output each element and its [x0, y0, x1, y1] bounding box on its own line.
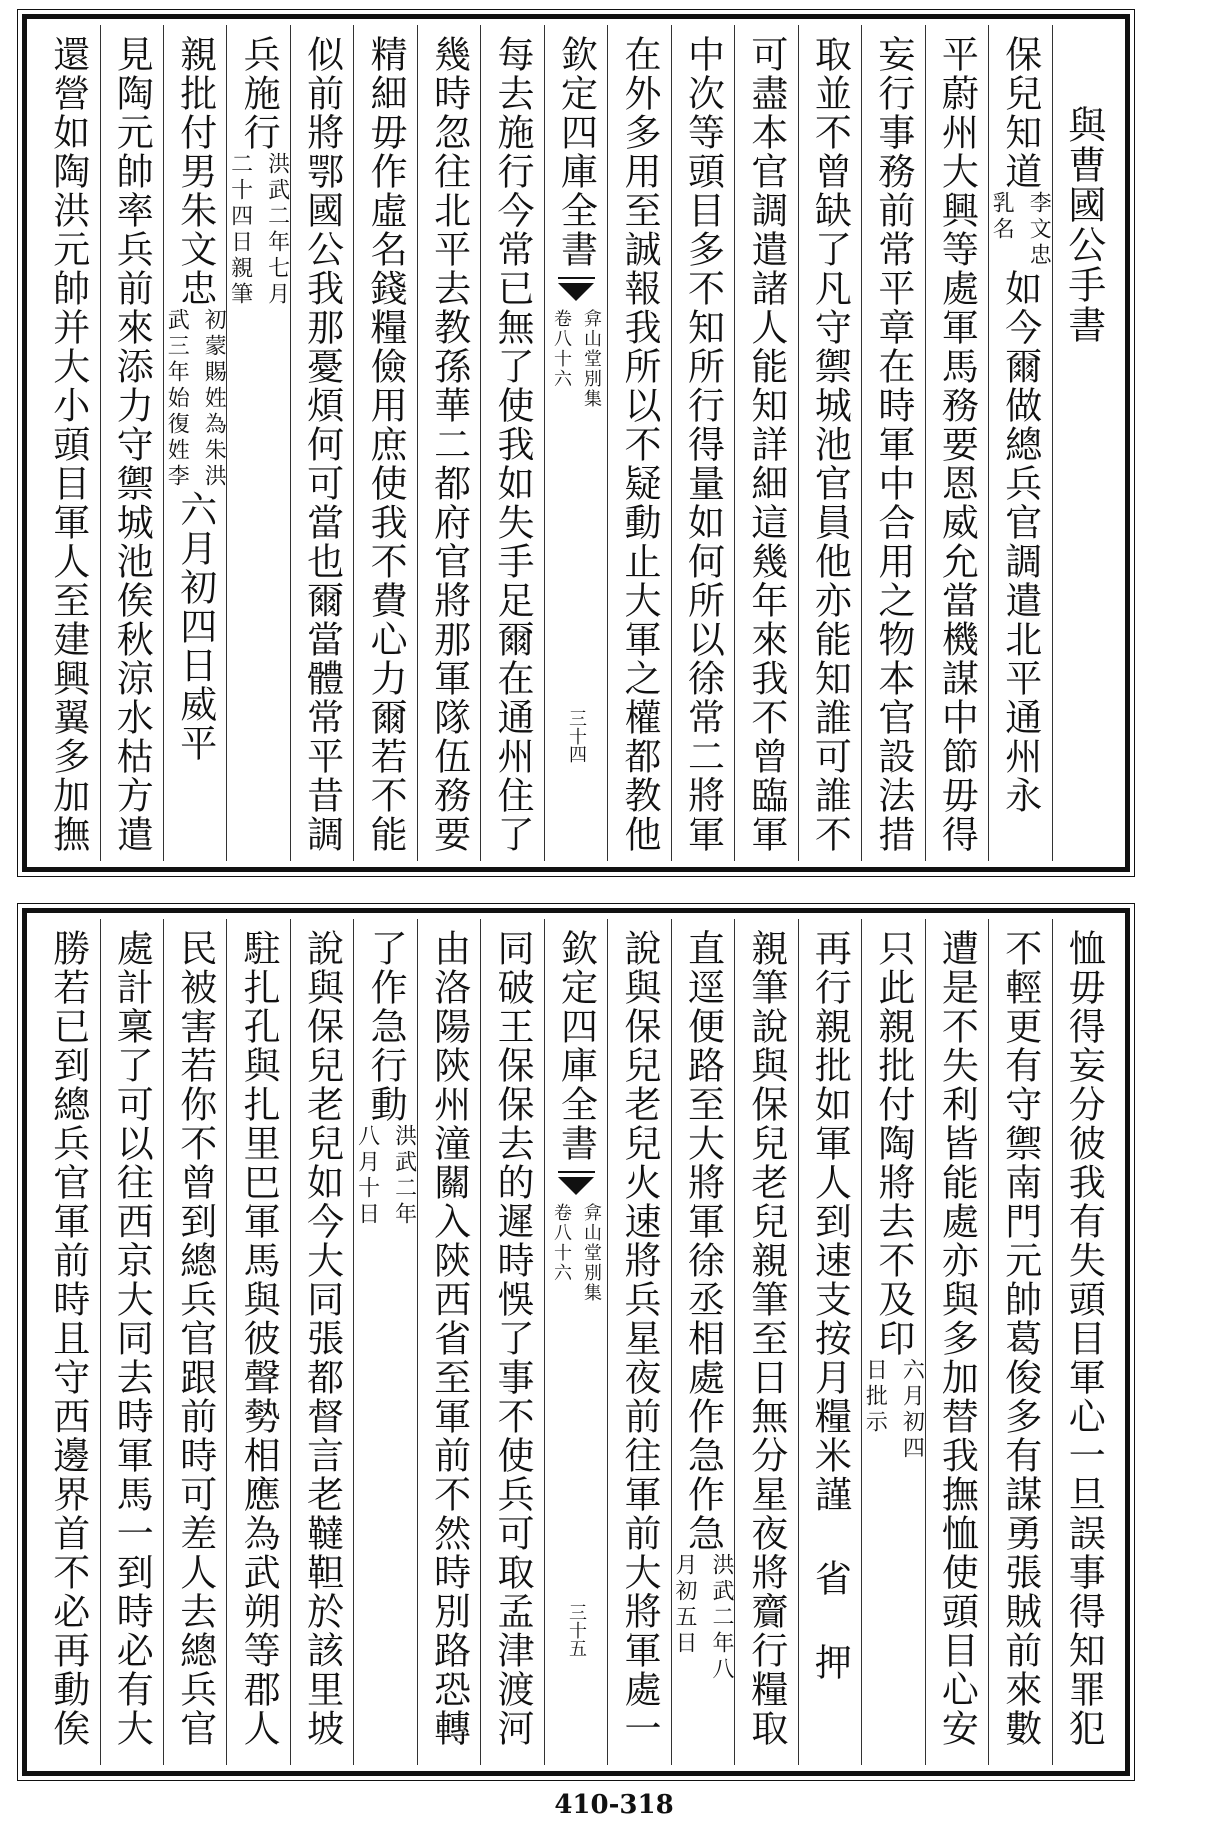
column-text: 不輕更有守禦南門元帥葛俊多有謀勇張賊前來數	[998, 929, 1042, 1748]
text-column	[1052, 919, 1115, 1765]
volume-number: 卷八十六	[551, 1203, 573, 1283]
annotation-right: 初蒙賜姓為朱洪	[201, 308, 227, 490]
column-text: 平蔚州大興等處軍馬務要恩威允當機謀中節毋得	[935, 35, 979, 854]
text-column	[353, 919, 416, 1765]
column-text: 只此親批付陶將去不及印	[871, 929, 915, 1358]
interlinear-annotation	[163, 308, 226, 490]
center-banner	[548, 35, 604, 861]
text-column	[417, 25, 480, 861]
column-with-annotation	[353, 929, 416, 1765]
annotation-right: 六月初四	[899, 1358, 925, 1462]
column-text: 了作急行動	[364, 929, 408, 1124]
text-column	[353, 25, 416, 861]
text-column	[417, 919, 480, 1765]
annotation-right: 洪武二年八	[708, 1553, 734, 1683]
column-text: 親批付男朱文忠	[173, 35, 217, 308]
top-columns	[37, 25, 1115, 861]
column-text: 在外多用至誠報我所以不疑動止大軍之權都教他	[617, 35, 661, 854]
column-with-annotation	[671, 929, 734, 1765]
collection-title: 欽定四庫全書	[558, 35, 595, 279]
banner-subtitle	[548, 309, 604, 409]
column-text: 兵施行	[237, 35, 281, 152]
text-column	[100, 919, 163, 1765]
page-number: 410-318	[554, 1790, 674, 1820]
text-column	[480, 25, 543, 861]
text-column	[544, 919, 607, 1765]
column-text: 說與保兒老兒如今大同張都督言老韃靼於該里坡	[300, 929, 344, 1748]
text-column	[925, 919, 988, 1765]
text-column	[480, 919, 543, 1765]
text-column	[988, 919, 1051, 1765]
annotation-right: 洪武二年	[391, 1124, 417, 1228]
column-text: 似前將鄂國公我那憂煩何可當也爾當體常平昔調	[300, 35, 344, 854]
text-column	[290, 25, 353, 861]
volume-number: 卷八十六	[551, 309, 573, 389]
text-column	[37, 919, 99, 1765]
column-text: 處計稟了可以往西京大同去時軍馬一到時必有大	[110, 929, 154, 1748]
column-with-annotation	[861, 929, 924, 1765]
column-text: 遭是不失利皆能處亦與多加替我撫恤使頭目心安	[935, 929, 979, 1748]
column-with-annotation	[988, 35, 1051, 861]
text-column	[925, 25, 988, 861]
text-column	[671, 25, 734, 861]
bottom-columns	[37, 919, 1115, 1765]
column-text: 由洛陽陝州潼關入陝西省至軍前不然時別路恐轉	[427, 929, 471, 1748]
column-with-annotation	[163, 35, 226, 861]
annotation-left: 八月十日	[354, 1124, 380, 1228]
text-column	[544, 25, 607, 861]
interlinear-annotation	[353, 1124, 416, 1228]
column-text: 親筆說與保兒老兒親筆至日無分星夜將齎行糧取	[744, 929, 788, 1748]
column-text: 取並不曾缺了凡守禦城池官員他亦能知誰可誰不	[808, 35, 852, 854]
column-text: 恤毋得妄分彼我有失頭目軍心一旦誤事得知罪犯	[1062, 929, 1106, 1748]
text-column	[607, 919, 670, 1765]
banner-subtitle	[548, 1203, 604, 1303]
column-text: 保兒知道	[998, 35, 1042, 191]
annotation-left: 月初五日	[671, 1553, 697, 1657]
column-text-continued: 六月初四日威平	[173, 490, 217, 763]
top-page	[22, 14, 1130, 872]
text-column	[988, 25, 1051, 861]
text-column	[671, 919, 734, 1765]
interlinear-annotation	[988, 191, 1051, 269]
text-column	[37, 25, 99, 861]
annotation-left: 乳名	[989, 191, 1015, 243]
center-banner	[548, 929, 604, 1765]
text-column	[734, 919, 797, 1765]
fishtail-mark	[558, 283, 594, 301]
text-column	[100, 25, 163, 861]
text-column	[861, 919, 924, 1765]
text-column	[163, 25, 226, 861]
column-text: 幾時忽往北平去教孫華二都府官將那軍隊伍務要	[427, 35, 471, 854]
column-text: 說與保兒老兒火速將兵星夜前往軍前大將軍處一	[617, 929, 661, 1748]
column-with-annotation	[226, 35, 289, 861]
fishtail-mark	[558, 1177, 594, 1195]
interlinear-annotation	[671, 1553, 734, 1683]
collection-title: 欽定四庫全書	[558, 929, 595, 1173]
interlinear-annotation	[226, 152, 289, 308]
interlinear-annotation	[861, 1358, 924, 1462]
annotation-right: 洪武二年七月	[264, 152, 290, 308]
book-title: 弇山堂別集	[581, 309, 603, 409]
book-title: 弇山堂別集	[581, 1203, 603, 1303]
text-column	[290, 919, 353, 1765]
bottom-page	[22, 908, 1130, 1776]
column-text: 駐扎孔與扎里巴軍馬與彼聲勢相應為武朔等郡人	[237, 929, 281, 1748]
text-column	[1052, 25, 1115, 861]
column-text: 可盡本官調遣諸人能知詳細這幾年來我不曾臨軍	[744, 35, 788, 854]
annotation-left: 武三年始復姓李	[164, 308, 190, 490]
column-text: 中次等頭目多不知所行得量如何所以徐常二將軍	[681, 35, 725, 854]
column-text: 每去施行今常已無了使我如失手足爾在通州住了	[491, 35, 535, 854]
column-text: 再行親批如軍人到速支按月糧米謹 省 押	[808, 929, 852, 1682]
annotation-left: 二十四日親筆	[227, 152, 253, 308]
folio-number: 三十五	[566, 1603, 588, 1657]
text-column	[861, 25, 924, 861]
text-column	[734, 25, 797, 861]
column-text: 精細毋作虛名錢糧儉用庶使我不費心力爾若不能	[364, 35, 408, 854]
column-text: 妄行事務前常平章在時軍中合用之物本官設法措	[871, 35, 915, 854]
annotation-left: 日批示	[862, 1358, 888, 1436]
column-text: 勝若已到總兵官軍前時且守西邊界首不必再動俟	[46, 929, 90, 1748]
text-column	[163, 919, 226, 1765]
column-text: 同破王保保去的遲時悞了事不使兵可取孟津渡河	[491, 929, 535, 1748]
text-column	[798, 25, 861, 861]
column-text: 直逕便路至大將軍徐丞相處作急作急	[681, 929, 725, 1553]
annotation-right: 李文忠	[1026, 191, 1052, 269]
text-column	[226, 919, 289, 1765]
text-column	[798, 919, 861, 1765]
text-column	[607, 25, 670, 861]
column-text: 見陶元帥率兵前來添力守禦城池俟秋涼水枯方遣	[110, 35, 154, 854]
folio-number: 三十四	[566, 709, 588, 763]
column-text: 還營如陶洪元帥并大小頭目軍人至建興翼多加撫	[46, 35, 90, 854]
column-text: 民被害若你不曾到總兵官跟前時可差人去總兵官	[173, 929, 217, 1748]
text-column	[226, 25, 289, 861]
column-text-continued: 如今爾做總兵官調遣北平通州永	[998, 269, 1042, 815]
section-title: 與曹國公手書	[1061, 105, 1106, 345]
